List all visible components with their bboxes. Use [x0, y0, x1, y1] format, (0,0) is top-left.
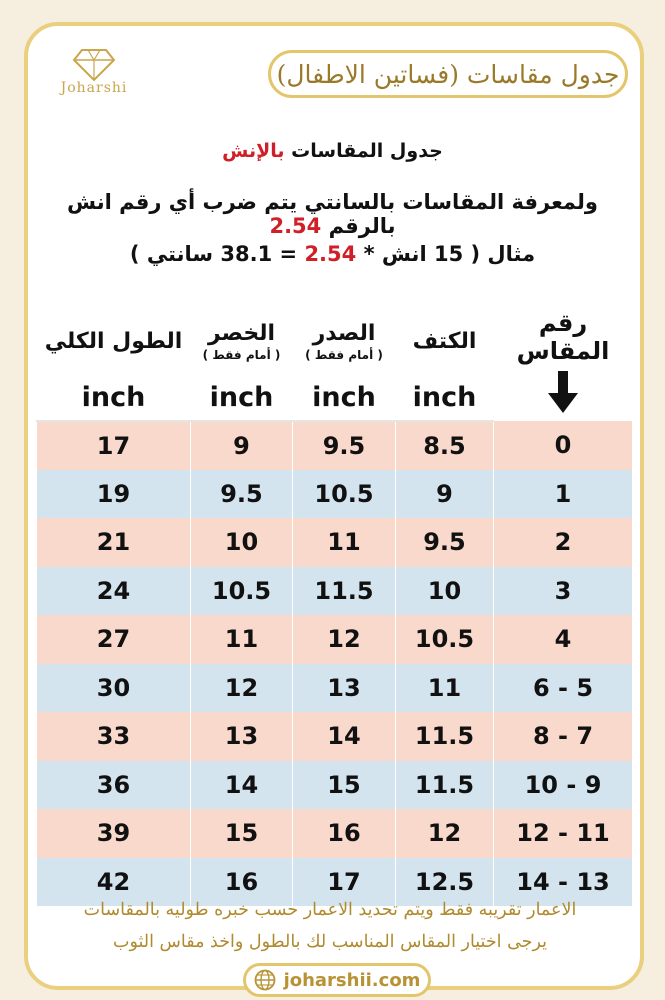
table-row	[37, 518, 633, 567]
cell-waist: 10.5	[191, 567, 293, 616]
unit-chest: inch	[293, 375, 396, 421]
example-prefix: مثال ( 15 انش *	[363, 242, 536, 266]
table-row	[37, 470, 633, 519]
cell-chest: 10.5	[293, 470, 396, 519]
cell-length: 30	[37, 664, 191, 713]
cell-chest: 17	[293, 858, 396, 907]
cell-size: 4	[494, 615, 633, 664]
unit-shoulder: inch	[396, 375, 494, 421]
header-waist: الخصر ( أمام فقط )	[191, 307, 293, 375]
cell-chest: 11.5	[293, 567, 396, 616]
cell-size: 3	[494, 567, 633, 616]
waist-note: ( أمام فقط )	[202, 347, 281, 362]
cell-waist: 14	[191, 761, 293, 810]
cell-chest: 11	[293, 518, 396, 567]
website-link[interactable]: joharshii.com	[283, 969, 421, 991]
cell-length: 27	[37, 615, 191, 664]
cell-shoulder: 10	[396, 567, 494, 616]
chest-note: ( أمام فقط )	[305, 347, 383, 362]
cell-size: 1	[494, 470, 633, 519]
brand-logo	[44, 46, 144, 104]
table-row	[37, 809, 633, 858]
header-size-label: رقم المقاس	[516, 309, 610, 365]
conversion-factor: 2.54	[269, 214, 322, 238]
cell-shoulder: 9.5	[396, 518, 494, 567]
cell-waist: 13	[191, 712, 293, 761]
cell-shoulder: 12.5	[396, 858, 494, 907]
page-title: جدول مقاسات (فساتين الاطفال)	[276, 59, 620, 89]
cell-waist: 11	[191, 615, 293, 664]
cell-size: 2	[494, 518, 633, 567]
cell-shoulder: 10.5	[396, 615, 494, 664]
table-row	[37, 421, 633, 470]
cell-length: 39	[37, 809, 191, 858]
header-size	[494, 307, 633, 421]
globe-icon	[254, 969, 276, 991]
diamond-logo-icon	[64, 46, 124, 82]
table-row	[37, 615, 633, 664]
cell-length: 19	[37, 470, 191, 519]
arrow-down-icon	[548, 371, 578, 413]
footer-note-ages: الاعمار تقريبه فقط ويتم تحديد الاعمار حسب خبره طوليه بالمقاسات	[83, 900, 577, 920]
unit-waist: inch	[191, 375, 293, 421]
cell-length: 42	[37, 858, 191, 907]
cell-shoulder: 8.5	[396, 421, 494, 470]
header-shoulder: الكتف	[396, 307, 494, 375]
example-equals: =	[279, 242, 298, 266]
cell-size: 9 - 10	[494, 761, 633, 810]
cell-length: 24	[37, 567, 191, 616]
cell-length: 36	[37, 761, 191, 810]
conversion-info	[30, 190, 635, 238]
cell-shoulder: 11.5	[396, 761, 494, 810]
header-length: الطول الكلي	[37, 307, 191, 375]
cell-waist: 16	[191, 858, 293, 907]
example-factor: 2.54	[304, 242, 357, 266]
example-suffix: 38.1 سانتي )	[129, 242, 273, 266]
unit-length: inch	[37, 375, 191, 421]
cell-chest: 9.5	[293, 421, 396, 470]
header-chest: الصدر ( أمام فقط )	[293, 307, 396, 375]
cell-shoulder: 9	[396, 470, 494, 519]
cell-length: 21	[37, 518, 191, 567]
footer-note-choose: يرجى اختيار المقاس المناسب لك بالطول واخذ مقاس الثوب	[112, 932, 548, 952]
cell-length: 17	[37, 421, 191, 470]
table-row	[37, 664, 633, 713]
logo-latin-text: Joharshi	[60, 80, 128, 96]
cell-chest: 16	[293, 809, 396, 858]
conversion-example	[0, 242, 665, 266]
cell-chest: 15	[293, 761, 396, 810]
website-badge[interactable]	[243, 963, 431, 997]
table-row	[37, 712, 633, 761]
table-row	[37, 761, 633, 810]
subtitle-red: بالإنش	[222, 140, 285, 162]
cell-chest: 14	[293, 712, 396, 761]
cell-size: 5 - 6	[494, 664, 633, 713]
conversion-text: ولمعرفة المقاسات بالسانتي يتم ضرب أي رقم انش بالرقم	[67, 190, 598, 238]
subtitle-black: جدول المقاسات	[291, 140, 443, 162]
cell-waist: 9	[191, 421, 293, 470]
table-row	[37, 858, 633, 907]
header-bar	[268, 50, 628, 98]
cell-waist: 12	[191, 664, 293, 713]
cell-chest: 13	[293, 664, 396, 713]
cell-length: 33	[37, 712, 191, 761]
cell-shoulder: 11	[396, 664, 494, 713]
cell-size: 13 - 14	[494, 858, 633, 907]
cell-waist: 15	[191, 809, 293, 858]
cell-size: 7 - 8	[494, 712, 633, 761]
cell-chest: 12	[293, 615, 396, 664]
cell-waist: 10	[191, 518, 293, 567]
chart-subtitle	[0, 140, 665, 162]
table-row	[37, 567, 633, 616]
cell-shoulder: 11.5	[396, 712, 494, 761]
cell-shoulder: 12	[396, 809, 494, 858]
size-table	[36, 307, 633, 906]
cell-size: 0	[494, 421, 633, 470]
cell-waist: 9.5	[191, 470, 293, 519]
table-header-row	[37, 307, 633, 375]
cell-size: 11 - 12	[494, 809, 633, 858]
